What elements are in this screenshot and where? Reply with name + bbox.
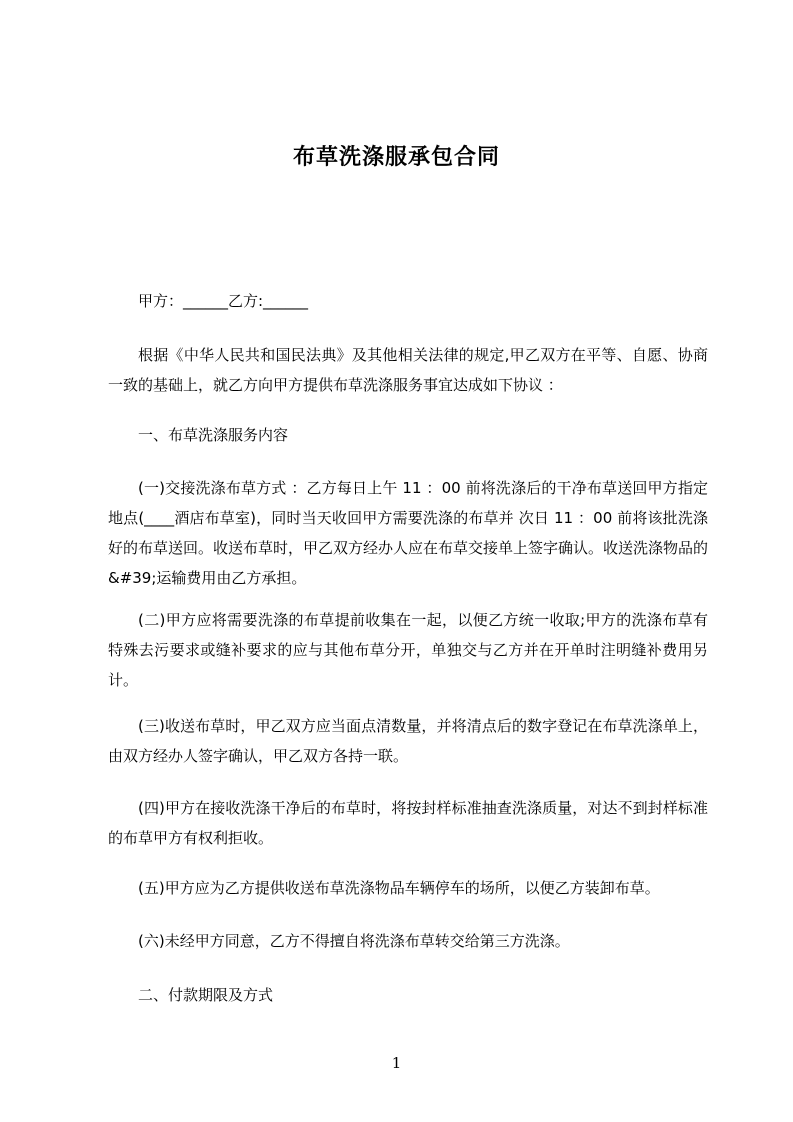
clause-text: (五)甲方应为乙方提供收送布草洗涤物品车辆停车的场所，以便乙方装卸布草。 xyxy=(138,879,660,897)
clause-4 xyxy=(108,793,708,853)
clause-text: (二)甲方应将需要洗涤的布草提前收集在一起，以便乙方统一收取;甲方的洗涤布草有特殊去污要求或缝补要求的应与其他布草分开，单独交与乙方并在开单时注明缝补费用另计。 xyxy=(108,611,708,689)
clause-1 xyxy=(108,473,708,593)
clause-text: (六)未经甲方同意，乙方不得擅自将洗涤布草转交给第三方洗涤。 xyxy=(138,932,570,950)
clause-5 xyxy=(108,873,708,903)
clause-3 xyxy=(108,711,708,771)
clause-text: (四)甲方在接收洗涤干净后的布草时，将按封样标准抽查洗涤质量，对达不到封样标准的布草甲方有权利拒收。 xyxy=(108,799,708,847)
clause-2 xyxy=(108,605,708,695)
clause-text: (三)收送布草时，甲乙双方应当面点清数量，并将清点后的数字登记在布草洗涤单上，由双方经办人签字确认，甲乙双方各持一联。 xyxy=(108,717,708,765)
clause-6 xyxy=(108,926,708,956)
section-2-heading: 二、付款期限及方式 xyxy=(138,986,274,1004)
document-title: 布草洗涤服承包合同 xyxy=(292,145,500,170)
intro-text: 根据《中华人民共和国民法典》及其他相关法律的规定,甲乙双方在平等、自愿、协商一致的基础上，就乙方向甲方提供布草洗涤服务事宜达成如下协议 ： xyxy=(108,346,708,394)
section-1-heading: 一、布草洗涤服务内容 xyxy=(138,426,289,444)
intro-paragraph xyxy=(108,340,708,400)
page-number: 1 xyxy=(391,1054,402,1072)
parties-line: 甲方：______乙方:______ xyxy=(138,292,309,310)
clause-text: (一)交接洗涤布草方式 ：乙方每日上午 11 ：00 前将洗涤后的干净布草送回甲方指定地点(____酒店布草室)，同时当天收回甲方需要洗涤的布草并 次日 11 ：00 前将该批洗涤好的布草送回。收送布草时，甲乙双方经办人应在布草交接单上签字确认。收送洗涤物品的&#39;运输费用由乙方承担。 xyxy=(108,479,709,587)
